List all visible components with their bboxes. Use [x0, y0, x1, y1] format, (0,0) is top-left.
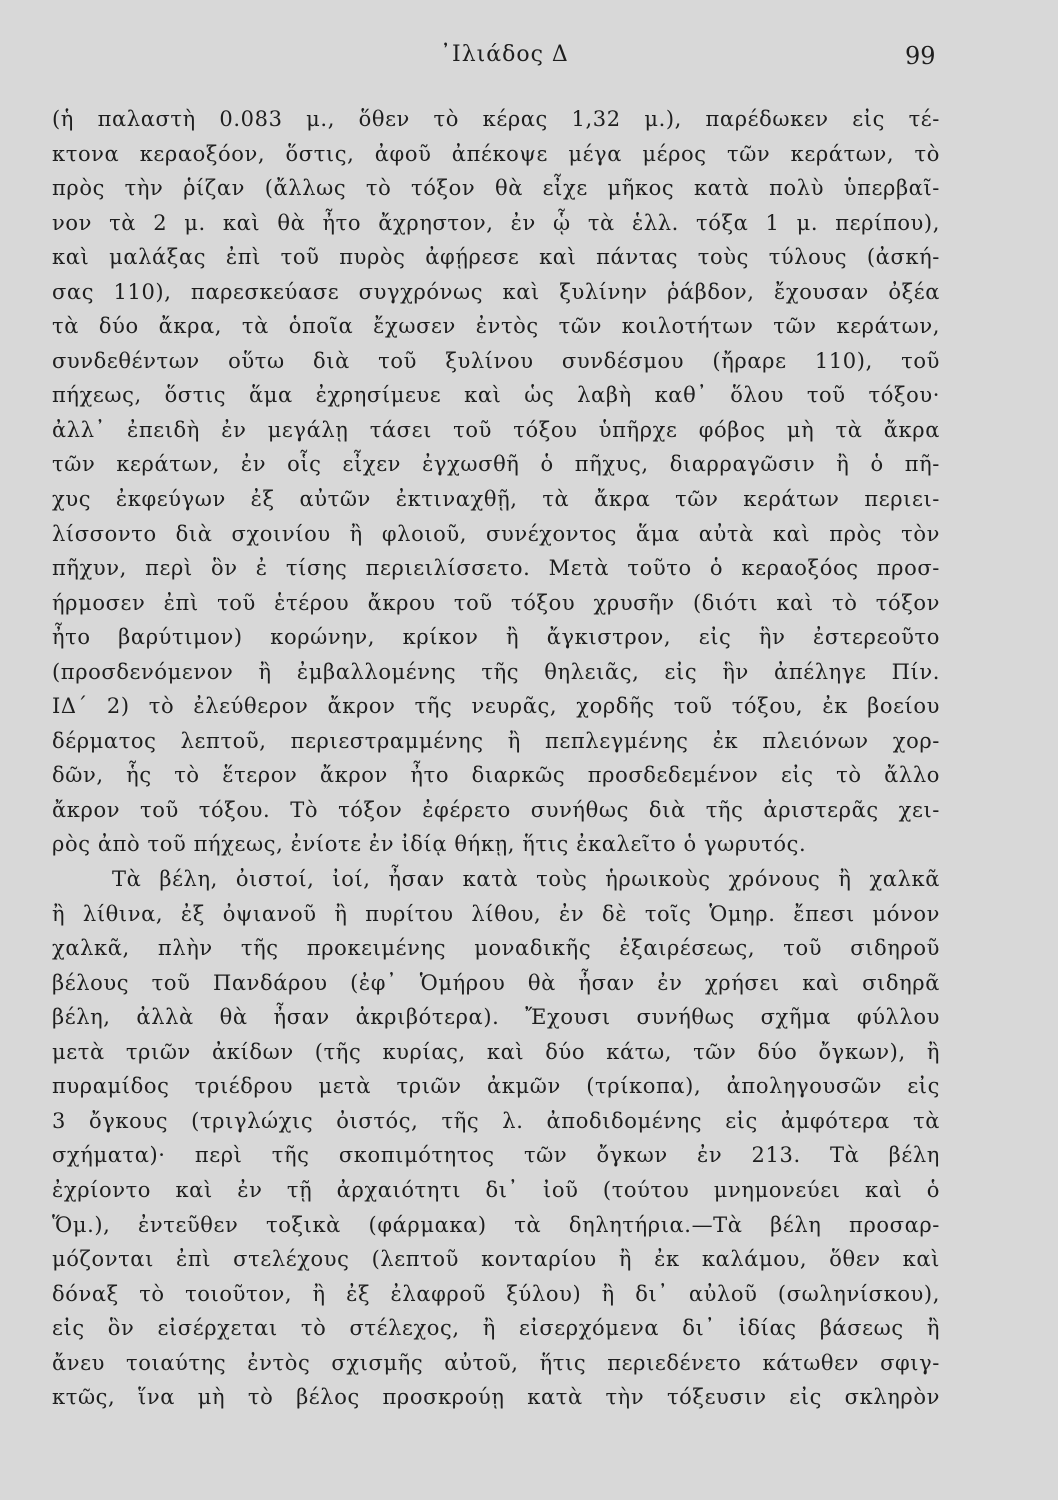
text-line: δόναξ τὸ τοιοῦτον, ἢ ἐξ ἐλαφροῦ ξύλου) ἢ δι᾿ αὐλοῦ (σωληνίσκου),: [52, 1281, 940, 1306]
text-line: ήρμοσεν ἐπὶ τοῦ ἑτέρου ἄκρου τοῦ τόξου χρυσῆν (διότι καὶ τὸ τόξον: [52, 590, 940, 615]
running-title: ᾿Ιλιάδος Δ: [440, 42, 569, 67]
text-line: ἀλλ᾿ ἐπειδὴ ἐν μεγάλῃ τάσει τοῦ τόξου ὑπῆρχε φόβος μὴ τὰ ἄκρα: [52, 417, 940, 442]
text-line: βέλους τοῦ Πανδάρου (ἐφ᾿ Ὁμήρου θὰ ἦσαν ἐν χρήσει καὶ σιδηρᾶ: [52, 970, 940, 995]
text-line: μετὰ τριῶν ἀκίδων (τῆς κυρίας, καὶ δύο κάτω, τῶν δύο ὄγκων), ἢ: [52, 1039, 940, 1064]
page-number: 99: [905, 42, 936, 70]
text-line: πῆχυν, περὶ ὃν ἐ τίσης περιειλίσσετο. Μετὰ τοῦτο ὁ κεραοξόος προσ-: [52, 556, 940, 581]
text-line: ἄκρον τοῦ τόξου. Τὸ τόξον ἐφέρετο συνήθως διὰ τῆς ἀριστερᾶς χει-: [52, 797, 940, 822]
text-line: εἰς ὃν εἰσέρχεται τὸ στέλεχος, ἢ εἰσερχόμενα δι᾿ ἰδίας βάσεως ἢ: [52, 1316, 940, 1341]
text-line: ρὸς ἀπὸ τοῦ πήχεως, ἐνίοτε ἐν ἰδίᾳ θήκῃ, ἥτις ἐκαλεῖτο ὁ γωρυτός.: [52, 832, 807, 857]
text-line: δέρματος λεπτοῦ, περιεστραμμένης ἢ πεπλεγμένης ἐκ πλειόνων χορ-: [52, 728, 940, 753]
text-line: κτῶς, ἵνα μὴ τὸ βέλος προσκρούῃ κατὰ τὴν τόξευσιν εἰς σκληρὸν: [52, 1385, 940, 1410]
text-line: ἢ λίθινα, ἐξ ὀψιανοῦ ἢ πυρίτου λίθου, ἐν δὲ τοῖς Ὁμηρ. ἔπεσι μόνον: [52, 901, 940, 926]
text-line: σχήματα)· περὶ τῆς σκοπιμότητος τῶν ὄγκων ἐν 213. Τὰ βέλη: [52, 1143, 940, 1168]
text-line: συνδεθέντων οὕτω διὰ τοῦ ξυλίνου συνδέσμου (ἤραρε 110), τοῦ: [52, 348, 940, 373]
text-line: ΙΔ΄ 2) τὸ ἐλεύθερον ἄκρον τῆς νευρᾶς, χορδῆς τοῦ τόξου, ἐκ βοείου: [52, 694, 940, 719]
text-line: τὰ δύο ἄκρα, τὰ ὁποῖα ἔχωσεν ἐντὸς τῶν κοιλοτήτων τῶν κεράτων,: [52, 314, 940, 339]
text-line: μόζονται ἐπὶ στελέχους (λεπτοῦ κονταρίου ἢ ἐκ καλάμου, ὅθεν καὶ: [52, 1247, 940, 1272]
body-text: [52, 102, 940, 1415]
text-line: (προσδενόμενον ἢ ἐμβαλλομένης τῆς θηλειᾶς, εἰς ἣν ἀπέληγε Πίν.: [52, 659, 940, 684]
text-line: βέλη, ἀλλὰ θὰ ἦσαν ἀκριβότερα). Ἔχουσι συνήθως σχῆμα φύλλου: [52, 1005, 940, 1030]
text-line: χυς ἐκφεύγων ἐξ αὐτῶν ἐκτιναχθῇ, τὰ ἄκρα τῶν κεράτων περιει-: [52, 487, 940, 512]
page-header: [0, 42, 1058, 78]
text-line: κτονα κεραοξόον, ὅστις, ἀφοῦ ἀπέκοψε μέγα μέρος τῶν κεράτων, τὸ: [52, 141, 940, 166]
text-line: πυραμίδος τριέδρου μετὰ τριῶν ἀκμῶν (τρίκοπα), ἀποληγουσῶν εἰς: [52, 1074, 940, 1099]
text-line: τῶν κεράτων, ἐν οἷς εἶχεν ἐγχωσθῆ ὁ πῆχυς, διαρραγῶσιν ἢ ὁ πῆ-: [52, 452, 940, 477]
text-line: Ὅμ.), ἐντεῦθεν τοξικὰ (φάρμακα) τὰ δηλητήρια.—Τὰ βέλη προσαρ-: [52, 1212, 940, 1237]
text-line: σας 110), παρεσκεύασε συγχρόνως καὶ ξυλίνην ῥάβδον, ἔχουσαν ὀξέα: [52, 279, 940, 304]
text-line: ἐχρίοντο καὶ ἐν τῇ ἀρχαιότητι δι᾿ ἰοῦ (τούτου μνημονεύει καὶ ὁ: [52, 1177, 940, 1202]
text-line: ἄνευ τοιαύτης ἐντὸς σχισμῆς αὐτοῦ, ἥτις περιεδένετο κάτωθεν σφιγ-: [52, 1350, 940, 1375]
text-line: Τὰ βέλη, ὀιστοί, ἰοί, ἦσαν κατὰ τοὺς ἡρωικοὺς χρόνους ἢ χαλκᾶ: [112, 867, 940, 892]
text-line: ἦτο βαρύτιμον) κορώνην, κρίκον ἢ ἄγκιστρον, εἰς ἣν ἐστερεοῦτο: [52, 625, 940, 650]
text-line: 3 ὄγκους (τριγλώχις ὀιστός, τῆς λ. ἀποδιδομένης εἰς ἀμφότερα τὰ: [52, 1108, 940, 1133]
text-line: χαλκᾶ, πλὴν τῆς προκειμένης μοναδικῆς ἐξαιρέσεως, τοῦ σιδηροῦ: [52, 936, 940, 961]
text-line: (ἡ παλαστὴ 0.083 μ., ὅθεν τὸ κέρας 1,32 μ.), παρέδωκεν εἰς τέ-: [52, 107, 940, 131]
text-line: δῶν, ἧς τὸ ἕτερον ἄκρον ἦτο διαρκῶς προσδεδεμένον εἰς τὸ ἄλλο: [52, 763, 940, 788]
text-line: λίσσοντο διὰ σχοινίου ἢ φλοιοῦ, συνέχοντος ἅμα αὐτὰ καὶ πρὸς τὸν: [52, 521, 940, 546]
text-line: νον τὰ 2 μ. καὶ θὰ ἦτο ἄχρηστον, ἐν ᾧ τὰ ἑλλ. τόξα 1 μ. περίπου),: [52, 210, 940, 235]
text-line: πήχεως, ὅστις ἅμα ἐχρησίμευε καὶ ὡς λαβὴ καθ᾿ ὅλου τοῦ τόξου·: [52, 383, 940, 408]
text-line: πρὸς τὴν ῥίζαν (ἄλλως τὸ τόξον θὰ εἶχε μῆκος κατὰ πολὺ ὑπερβαῖ-: [52, 176, 940, 201]
text-line: καὶ μαλάξας ἐπὶ τοῦ πυρὸς ἀφῄρεσε καὶ πάντας τοὺς τύλους (ἀσκή-: [52, 245, 940, 270]
